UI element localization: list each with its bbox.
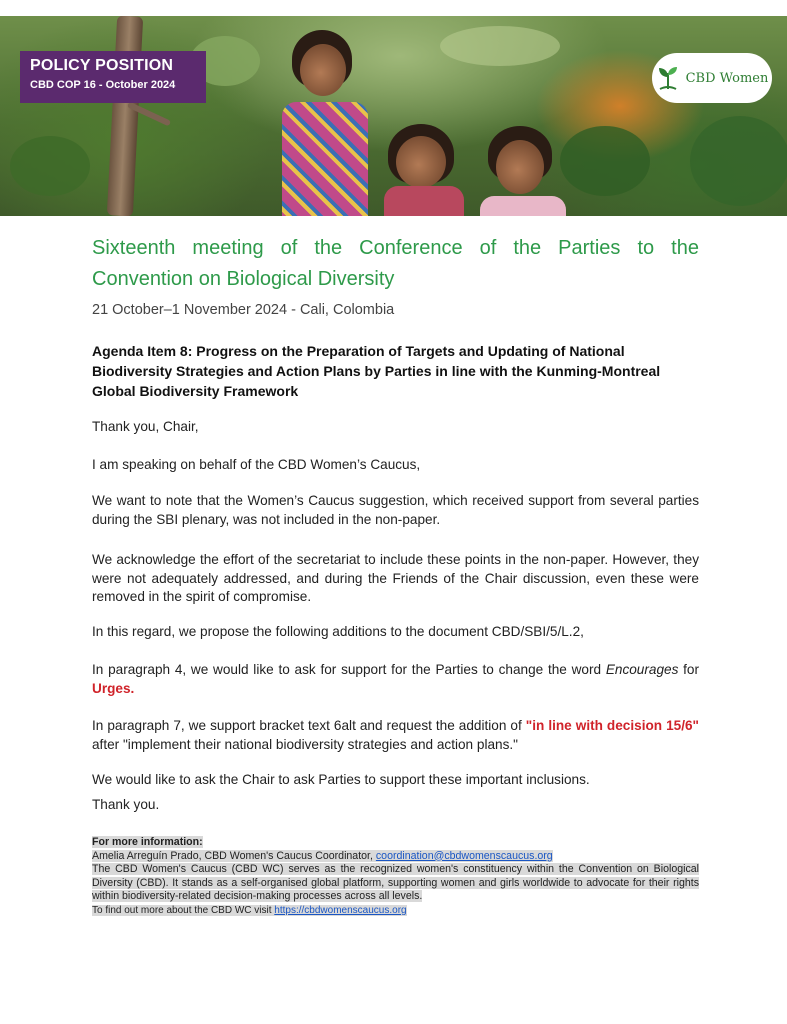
paragraph-acknowledge: We acknowledge the effort of the secretariat to include these points in the non-paper. However, they were not adequately addressed, and during the Friends of the Chair discussion, even these were removed in the spirit of compromise. — [92, 552, 699, 604]
logo-text: CBD Women — [685, 70, 769, 86]
word-urges: Urges. — [92, 680, 135, 696]
cbd-women-logo — [652, 53, 772, 103]
paragraph-ask-chair: We would like to ask the Chair to ask Parties to support these important inclusions. — [92, 772, 590, 787]
paragraph-7-text: In paragraph 7, we support bracket text 6alt and request the addition of — [92, 718, 526, 733]
policy-position-badge — [20, 51, 206, 103]
website-link[interactable]: https://cbdwomenscaucus.org — [274, 904, 407, 916]
paragraph-4-request — [92, 661, 699, 698]
word-encourages: Encourages — [605, 662, 679, 677]
footer-more: To find out more about the CBD WC visit — [92, 904, 275, 916]
paragraph-7-request — [92, 717, 699, 754]
paragraph-greeting: Thank you, Chair, — [92, 419, 199, 434]
sprout-icon — [656, 65, 680, 91]
footer-info — [92, 836, 699, 918]
email-link[interactable]: coordination@cbdwomenscaucus.org — [375, 849, 553, 862]
paragraph-proposal: In this regard, we propose the following additions to the document CBD/SBI/5/L.2, — [92, 624, 584, 639]
footer-about: The CBD Women's Caucus (CBD WC) serves as the recognized women's constituency within the Convention on Biological Diversity (CBD). It stands as a self-organised global platform, supporting women and girls worldwide to advocate for their rights within biodiversity-related decision-making processes across all levels. — [92, 863, 699, 903]
badge-title: POLICY POSITION — [30, 57, 174, 74]
paragraph-7-after: after "implement their national biodiversity strategies and action plans." — [92, 736, 518, 752]
paragraph-thanks: Thank you. — [92, 797, 160, 812]
meeting-dates: 21 October–1 November 2024 - Cali, Colombia — [92, 302, 395, 318]
agenda-item-heading: Agenda Item 8: Progress on the Preparation of Targets and Updating of National Biodiversity Strategies and Action Plans by Parties in line with the Kunming-Montreal Global Biodiversity Framework — [92, 343, 661, 399]
paragraph-4-for: for — [678, 662, 699, 677]
badge-subtitle: CBD COP 16 - October 2024 — [30, 79, 176, 91]
paragraph-4-text: In paragraph 4, we would like to ask for support for the Parties to change the word — [92, 662, 606, 677]
footer-contact: Amelia Arreguín Prado, CBD Women's Caucus Coordinator, — [92, 849, 376, 862]
decision-reference: "in line with decision 15/6" — [525, 718, 699, 733]
paragraph-suggestion: We want to note that the Women’s Caucus suggestion, which received support from several parties during the SBI plenary, was not included in the non-paper. — [92, 493, 699, 527]
paragraph-behalf: I am speaking on behalf of the CBD Women’s Caucus, — [92, 457, 421, 472]
footer-heading: For more information: — [92, 836, 203, 848]
hero-banner — [0, 16, 787, 216]
page-title: Sixteenth meeting of the Conference of the Parties to the Convention on Biological Diversity — [92, 237, 699, 290]
